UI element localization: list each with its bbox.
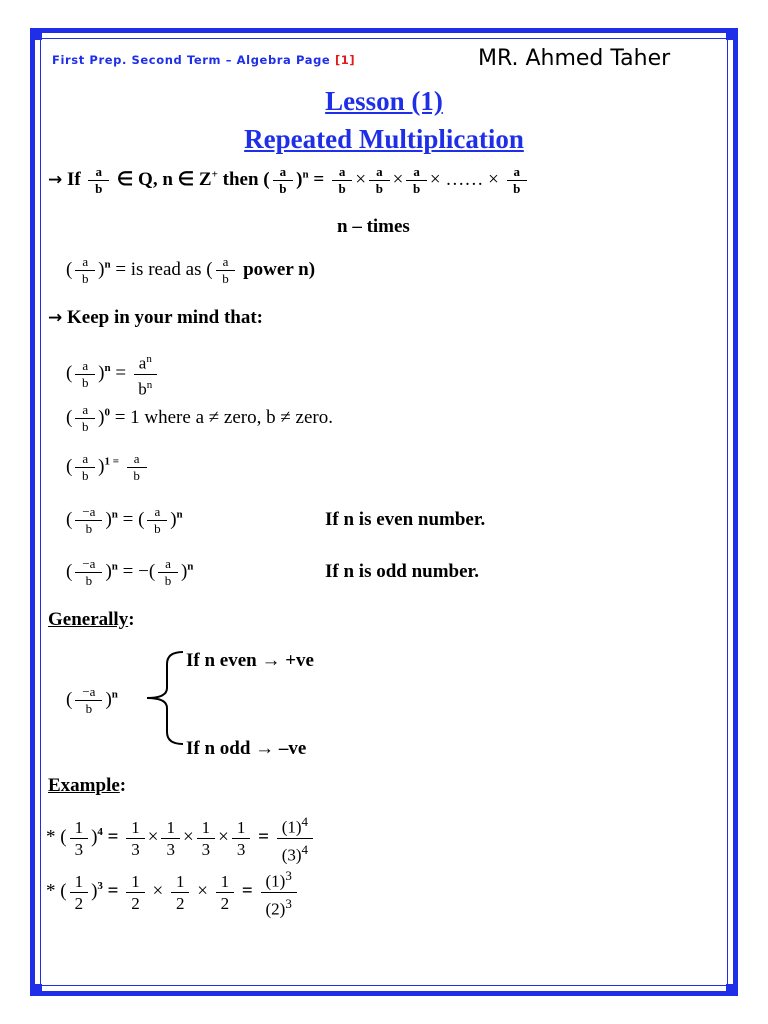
fraction-one-third (197, 818, 216, 859)
equals-sign: = (313, 168, 325, 190)
generally-colon: : (128, 609, 135, 630)
definition-line (48, 165, 530, 196)
fraction-a-over-b (332, 165, 353, 196)
fraction-denominator: b (412, 181, 421, 196)
exponent-four: 4 (301, 841, 309, 857)
times-sign: × (152, 880, 164, 902)
fraction-denominator: b (95, 181, 103, 196)
exponent-three: 3 (285, 895, 292, 911)
rule-even-power: ( $\frac{-a}{b}$ )$^n$ = ( $\frac{a}{b}$ )$^n$ (66, 504, 183, 536)
exponent-four: 4 (97, 826, 103, 839)
rule-power-fraction: ( $\frac{a}{b}$ )$^n$ = $\frac{a^n}{b^n}$ (66, 350, 160, 398)
exponent-n: n (146, 353, 152, 365)
fraction-numerator: 1 (197, 818, 216, 839)
if-word: If (67, 168, 81, 190)
exponent-four: 4 (301, 814, 309, 829)
set-membership: ∈ Q, n ∈ Z (116, 168, 212, 190)
example-label: Example (48, 775, 120, 796)
fraction-a-over-b (216, 255, 236, 286)
exponent-n: n (104, 362, 111, 375)
fraction-a-over-b (406, 165, 427, 196)
times-sign: × (392, 168, 404, 190)
example-bullet: * ( (46, 826, 67, 848)
fraction-a-over-b (273, 165, 294, 196)
fraction-one-half (216, 872, 235, 913)
fraction-denominator: 3 (166, 839, 175, 859)
fraction-denominator (266, 893, 292, 919)
fraction-denominator: b (133, 468, 140, 483)
fraction-numerator: a (75, 359, 95, 375)
fraction-one-half (126, 872, 145, 913)
fraction-denominator: b (375, 181, 383, 196)
example-colon: : (119, 775, 127, 796)
border-corner (726, 28, 738, 40)
generally-heading (48, 609, 135, 631)
fraction-denominator (138, 375, 152, 399)
even-condition: If n is even number. (325, 509, 486, 530)
fraction-result-one (277, 812, 313, 864)
border-corner (726, 984, 738, 996)
times-sign: × (355, 168, 367, 190)
fraction-one-third (232, 818, 251, 859)
fraction-numerator: a (75, 255, 95, 271)
curly-brace-icon (143, 650, 187, 746)
exponent-n: n (302, 168, 309, 181)
then-word: then ( (222, 168, 270, 190)
power-n-text: power n) (243, 258, 316, 280)
keep-in-mind-heading (48, 307, 263, 329)
times-sign: × (197, 880, 208, 902)
fraction-denominator: 2 (175, 893, 185, 913)
fraction-neg-a-over-b (75, 685, 102, 716)
fraction-a-over-b (127, 452, 147, 483)
fraction-denominator: b (81, 374, 89, 390)
rule-zero-text: = 1 where a ≠ zero, b ≠ zero. (114, 406, 333, 428)
fraction-denominator: b (513, 181, 521, 196)
fraction-denominator: b (154, 521, 161, 536)
fraction-denominator: b (81, 271, 89, 286)
fraction-one-third (126, 818, 145, 859)
generally-label: Generally (48, 609, 129, 630)
border-corner (30, 984, 42, 996)
fraction-numerator: 1 (171, 872, 190, 893)
header-author: MR. Ahmed Taher (478, 46, 671, 71)
fraction-one-half (70, 872, 89, 913)
positive-superscript: + (211, 168, 218, 181)
read-as-line: ( $\frac{a}{b}$ )$^n$ = is read as ( $\frac{a}{b}$ power n) (66, 254, 316, 286)
fraction-numerator (261, 866, 297, 893)
fraction-neg-a-over-b (75, 505, 102, 536)
fraction-numerator: a (75, 452, 95, 468)
result-denominator: (2) (265, 899, 286, 919)
exponent-one: 1 = (104, 455, 119, 468)
equals-sign: = (115, 258, 127, 280)
border-corner (30, 28, 42, 40)
base-b: b (138, 379, 147, 399)
fraction-a-over-b (88, 165, 109, 196)
fraction-numerator: a (88, 165, 109, 181)
fraction-numerator: a (147, 505, 167, 521)
fraction-numerator: 1 (70, 872, 89, 893)
fraction-denominator: 3 (201, 839, 211, 859)
fraction-a-over-b (158, 557, 178, 588)
equals-sign: = (107, 880, 119, 902)
fraction-numerator: −a (75, 505, 102, 521)
fraction-one-half (171, 872, 190, 913)
fraction-denominator: b (338, 181, 346, 196)
header-course-text: First Prep. Second Term – Algebra Page (52, 53, 331, 67)
fraction-numerator: 1 (161, 818, 180, 839)
exponent-n: n (104, 258, 111, 271)
fraction-one-third (161, 818, 180, 859)
fraction-denominator: b (164, 573, 172, 588)
fraction-an-over-bn (134, 350, 157, 398)
fraction-a-over-b (75, 452, 95, 483)
fraction-a-over-b (369, 165, 390, 196)
fraction-a-over-b (75, 359, 95, 390)
equals-sign: = (258, 826, 269, 848)
example-two: * ( $\frac{1}{2}$ )$^3$ = $\frac{1}{2}$ × $\frac{1}{2}$ × $\frac{1}{2}$ = $\frac{(1)^3}{(2)^3}$ (46, 866, 300, 918)
fraction-numerator (134, 350, 157, 375)
fraction-denominator: b (85, 521, 93, 536)
arrow-icon: → (48, 308, 63, 328)
fraction-denominator: 3 (74, 839, 84, 859)
fraction-denominator: b (85, 573, 93, 588)
exponent-n: n (176, 508, 183, 521)
read-as-text: is read as ( (130, 258, 213, 280)
keep-in-mind-label: Keep in your mind that: (67, 307, 264, 328)
exponent-n: n (146, 378, 153, 391)
fraction-numerator: 1 (232, 818, 251, 839)
ellipsis: …… (445, 168, 484, 190)
fraction-denominator: b (279, 181, 287, 196)
rule-power-one: ( $\frac{a}{b}$ )$^{1 =}$ $\frac{a}{b}$ (66, 452, 150, 483)
times-sign: × (182, 826, 194, 848)
equals-sign: = (115, 362, 127, 384)
header-page-number: [1] (334, 53, 356, 67)
arrow-icon: → (48, 169, 63, 190)
rule-odd-power: ( $\frac{-a}{b}$ )$^n$ = −( $\frac{a}{b}$ )$^n$ (66, 556, 194, 588)
times-sign: × (218, 826, 229, 848)
exponent-n: n (111, 508, 118, 521)
fraction-numerator: 1 (216, 872, 235, 893)
fraction-denominator: 3 (236, 839, 246, 859)
fraction-denominator: 2 (131, 893, 140, 913)
result-numerator: (1) (265, 871, 286, 891)
fraction-one-third (70, 818, 89, 859)
base-a: a (138, 353, 147, 373)
fraction-numerator: a (158, 557, 178, 573)
fraction-denominator: b (81, 468, 89, 483)
fraction-numerator: 1 (126, 872, 145, 893)
fraction-denominator (282, 839, 308, 865)
fraction-numerator: a (75, 403, 95, 419)
times-sign: × (147, 826, 159, 848)
fraction-a-over-b (75, 403, 95, 434)
equals-sign: = (107, 826, 119, 848)
exponent-n: n (111, 560, 118, 573)
fraction-numerator: a (369, 165, 390, 181)
fraction-numerator: a (507, 165, 528, 181)
fraction-a-over-b (507, 165, 528, 196)
fraction-numerator: −a (75, 557, 102, 573)
fraction-numerator: a (332, 165, 353, 181)
fraction-denominator: b (222, 271, 229, 286)
lesson-number: Lesson (1) (325, 86, 443, 116)
header-course (52, 53, 355, 67)
exponent-three: 3 (97, 880, 103, 893)
fraction-numerator: a (216, 255, 236, 271)
exponent-zero: 0 (104, 406, 110, 419)
equals-sign: = (241, 880, 253, 902)
close-paren: ) (296, 168, 303, 190)
fraction-result-two (261, 866, 297, 918)
even-positive-line: If n even → +ve (186, 650, 314, 671)
odd-negative-line: If n odd → –ve (186, 738, 307, 759)
fraction-denominator: 2 (74, 893, 84, 913)
fraction-denominator: 3 (131, 839, 140, 859)
fraction-numerator: a (127, 452, 147, 468)
times-sign: × (488, 168, 499, 190)
fraction-neg-a-over-b (75, 557, 102, 588)
rule-power-zero: ( $\frac{a}{b}$ )$^0$ = 1 where a ≠ zero, b ≠ zero. (66, 402, 333, 434)
fraction-numerator: 1 (126, 818, 145, 839)
fraction-numerator: a (406, 165, 427, 181)
example-one: * ( $\frac{1}{3}$ )$^4$ = $\frac{1}{3}$ × $\frac{1}{3}$ × $\frac{1}{3}$ × $\frac{1}{3}$ = $\frac{(1)^4}{(3)^4}$ (46, 812, 316, 864)
fraction-denominator: b (81, 419, 89, 434)
lesson-title: Repeated Multiplication (244, 124, 524, 154)
fraction-a-over-b (147, 505, 167, 536)
n-times-label: n – times (337, 216, 410, 237)
exponent-n: n (187, 560, 194, 573)
times-sign: × (429, 168, 441, 190)
fraction-denominator: b (85, 701, 93, 716)
fraction-numerator: a (273, 165, 294, 181)
example-bullet: * ( (46, 880, 67, 902)
example-heading (48, 775, 126, 797)
exponent-three: 3 (285, 868, 292, 883)
generally-expression: ( $\frac{-a}{b}$ )$^n$ (66, 684, 118, 716)
fraction-numerator: 1 (70, 818, 89, 839)
odd-condition: If n is odd number. (325, 561, 479, 582)
fraction-numerator (277, 812, 313, 839)
result-denominator: (3) (281, 845, 302, 865)
fraction-numerator: −a (75, 685, 102, 701)
fraction-denominator: 2 (220, 893, 230, 913)
equals-sign: = (122, 508, 134, 530)
result-numerator: (1) (281, 817, 302, 837)
fraction-a-over-b (75, 255, 95, 286)
exponent-n: n (111, 688, 118, 701)
equals-negative: = −( (122, 560, 156, 582)
